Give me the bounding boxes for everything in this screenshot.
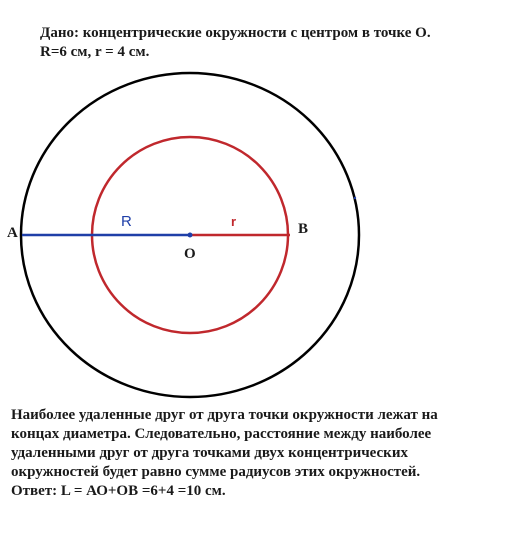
radius-label-R: R [121,213,132,230]
outer-circle-mark [354,197,356,199]
radius-label-r: r [231,214,237,229]
point-label-B: B [298,221,309,237]
given-line-2: R=6 см, r = 4 см. [40,44,150,60]
point-label-A: A [7,225,18,241]
conclusion-line-2: концах диаметра. Следовательно, расстояние между наиболее [11,426,432,442]
given-line-1: Дано: концентрические окружности с центром в точке О. [40,25,431,41]
conclusion-line-1: Наиболее удаленные друг от друга точки окружности лежат на [11,407,438,423]
conclusion-text [11,406,506,501]
point-label-O: O [184,246,196,262]
conclusion-line-4: окружностей будет равно сумме радиусов этих окружностей. [11,464,421,480]
answer-line: Ответ: L = АО+ОВ =6+4 =10 см. [11,483,226,499]
conclusion-line-3: удаленными друг от друга точками двух концентрических [11,445,408,461]
center-point-O [188,233,193,238]
